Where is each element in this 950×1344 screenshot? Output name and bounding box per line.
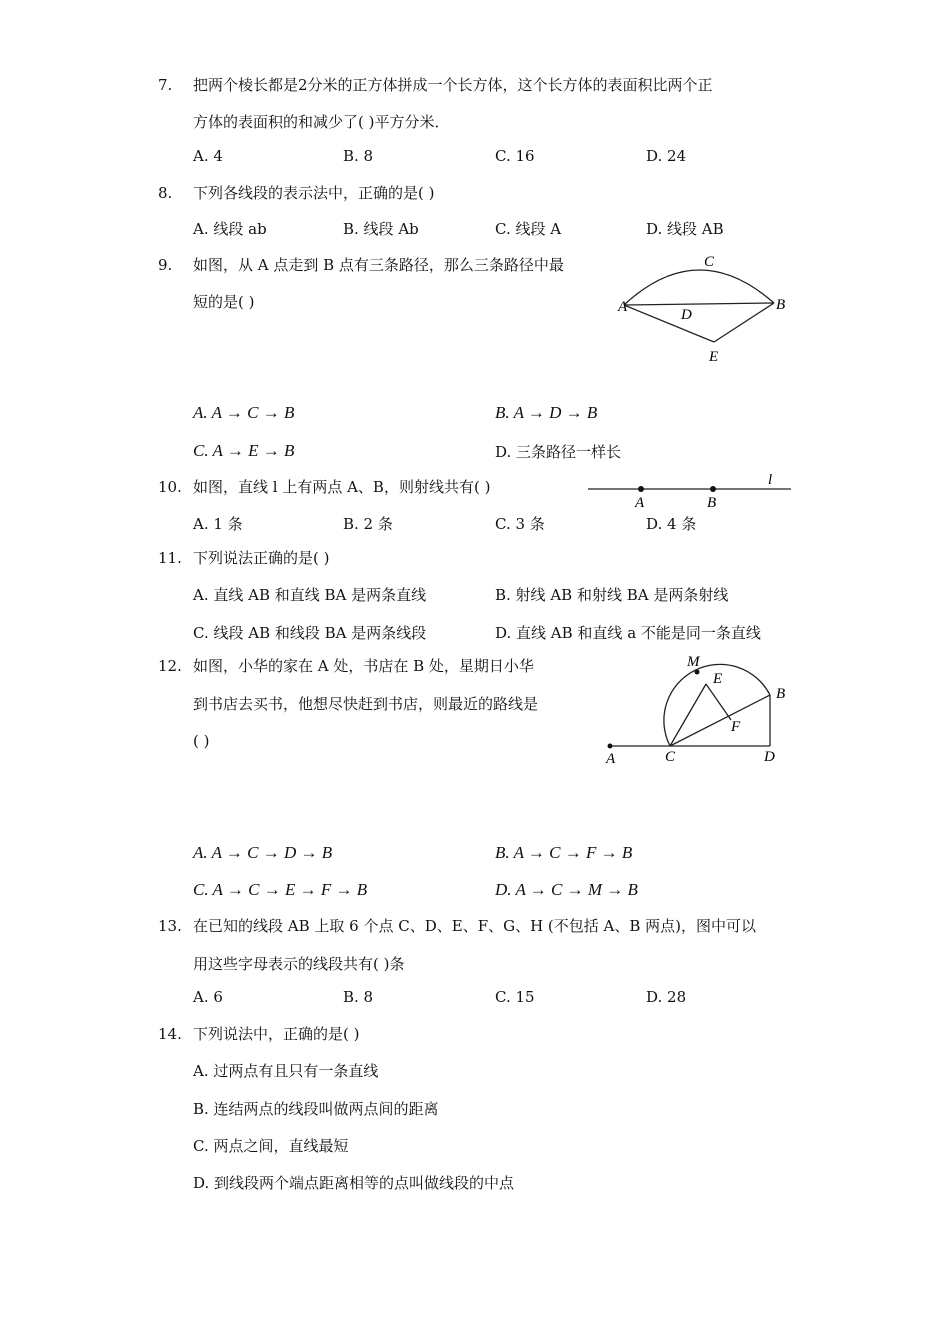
option-b[interactable]: B. 射线 AB 和射线 BA 是两条射线	[495, 586, 729, 604]
question-number: 7.	[158, 76, 173, 94]
option-b[interactable]: B. 2 条	[343, 515, 393, 533]
option-a[interactable]: A. 线段 ab	[193, 220, 267, 238]
option-c[interactable]: C. 3 条	[495, 515, 545, 533]
question-number: 10.	[158, 478, 182, 496]
question-number: 9.	[158, 256, 173, 274]
road-ef	[706, 684, 731, 720]
label-m: M	[687, 654, 700, 670]
option-d[interactable]: D. A → C → M → B	[495, 880, 638, 899]
question-stem-line: 方体的表面积的和减少了( )平方分米．	[193, 113, 450, 131]
option-a[interactable]: A. A → C → D → B	[193, 843, 333, 862]
label-l: l	[768, 472, 773, 488]
label-c: C	[704, 254, 715, 270]
question-stem-line: ( )	[193, 732, 210, 750]
path-figure	[610, 248, 800, 368]
option-d[interactable]: D. 三条路径一样长	[495, 443, 622, 461]
label-b: B	[707, 495, 717, 511]
label-b: B	[776, 686, 786, 702]
option-d[interactable]: D. 到线段两个端点距离相等的点叫做线段的中点	[193, 1174, 515, 1192]
option-d[interactable]: D. 线段 AB	[646, 220, 724, 238]
question-stem-line: 下列说法正确的是( )	[193, 549, 330, 567]
question-number: 12.	[158, 657, 182, 675]
question-stem-line: 如图，小华的家在 A 处，书店在 B 处，星期日小华	[193, 657, 534, 675]
arc-path-c	[624, 270, 774, 305]
option-c[interactable]: C. 15	[495, 988, 535, 1006]
option-c[interactable]: C. 16	[495, 147, 535, 165]
point-a	[608, 744, 613, 749]
label-a: A	[618, 299, 628, 315]
option-a[interactable]: A. 直线 AB 和直线 BA 是两条直线	[193, 586, 427, 604]
option-b[interactable]: B. A → D → B	[495, 403, 598, 422]
label-b: B	[776, 297, 786, 313]
question-stem-line: 下列各线段的表示法中，正确的是( )	[193, 184, 435, 202]
point-b	[710, 486, 716, 492]
question-stem-line: 下列说法中，正确的是( )	[193, 1025, 360, 1043]
option-c[interactable]: C. 线段 AB 和线段 BA 是两条线段	[193, 624, 427, 642]
label-d: D	[681, 307, 692, 323]
option-c[interactable]: C. A → C → E → F → B	[193, 880, 368, 899]
option-a[interactable]: A. 6	[193, 988, 223, 1006]
option-d[interactable]: D. 4 条	[646, 515, 697, 533]
label-a: A	[606, 751, 616, 767]
question-stem-line: 短的是( )	[193, 293, 255, 311]
question-number: 11.	[158, 549, 182, 567]
option-a[interactable]: A. 1 条	[193, 515, 243, 533]
label-e: E	[713, 671, 723, 687]
option-d[interactable]: D. 直线 AB 和直线 a 不能是同一条直线	[495, 624, 761, 642]
option-b[interactable]: B. 8	[343, 988, 374, 1006]
question-number: 13.	[158, 917, 182, 935]
option-b[interactable]: B. 8	[343, 147, 374, 165]
question-stem-line: 到书店去买书，他想尽快赶到书店，则最近的路线是	[193, 695, 539, 713]
option-c[interactable]: C. A → E → B	[193, 441, 295, 460]
line-figure	[585, 468, 795, 512]
option-a[interactable]: A. 4	[193, 147, 223, 165]
question-stem-line: 用这些字母表示的线段共有( )条	[193, 955, 405, 973]
option-c[interactable]: C. 两点之间，直线最短	[193, 1137, 349, 1155]
path-segment-ae	[624, 305, 714, 342]
label-e: E	[709, 349, 719, 365]
point-m	[695, 670, 700, 675]
question-number: 14.	[158, 1025, 182, 1043]
question-stem-line: 把两个棱长都是2分米的正方体拼成一个长方体，这个长方体的表面积比两个正	[193, 76, 713, 94]
label-d: D	[764, 749, 775, 765]
question-stem-line: 在已知的线段 AB 上取 6 个点 C、D、E、F、G、H (不包括 A、B 两点)，图中可以	[193, 917, 757, 935]
label-c: C	[665, 749, 676, 765]
question-stem-line: 如图，从 A 点走到 B 点有三条路径，那么三条路径中最	[193, 256, 564, 274]
route-figure	[600, 650, 800, 768]
label-a: A	[635, 495, 645, 511]
option-a[interactable]: A. 过两点有且只有一条直线	[193, 1062, 379, 1080]
option-a[interactable]: A. A → C → B	[193, 403, 295, 422]
point-a	[638, 486, 644, 492]
straight-path-d	[624, 303, 774, 305]
option-c[interactable]: C. 线段 A	[495, 220, 562, 238]
label-f: F	[731, 719, 741, 735]
option-d[interactable]: D. 24	[646, 147, 687, 165]
question-number: 8.	[158, 184, 173, 202]
option-b[interactable]: B. A → C → F → B	[495, 843, 633, 862]
option-d[interactable]: D. 28	[646, 988, 687, 1006]
option-b[interactable]: B. 线段 Ab	[343, 220, 419, 238]
path-segment-eb	[714, 303, 774, 342]
option-b[interactable]: B. 连结两点的线段叫做两点间的距离	[193, 1100, 439, 1118]
question-stem-line: 如图，直线 l 上有两点 A、B，则射线共有( )	[193, 478, 491, 496]
